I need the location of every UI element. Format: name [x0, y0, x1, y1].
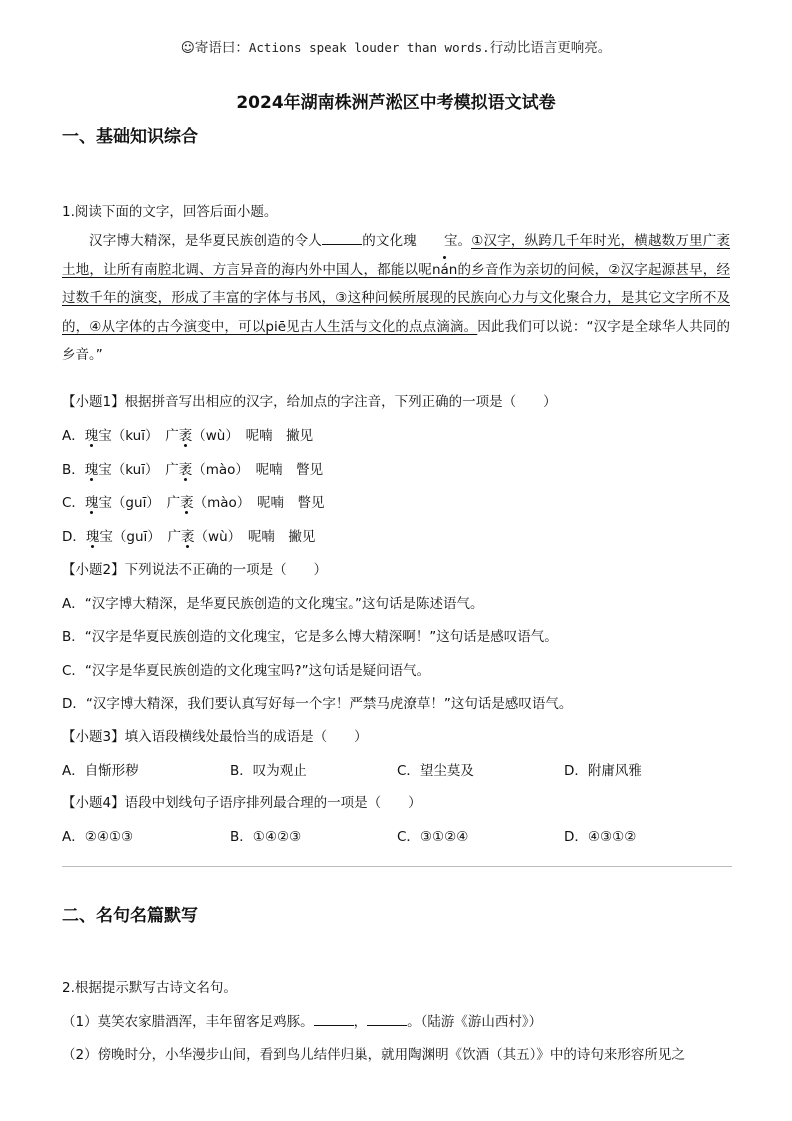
subq2-option-d[interactable]: D．“汉字博大精深，我们要认真写好每一个字！严禁马虎潦草！”这句话是感叹语气。	[62, 696, 573, 712]
dotted-char: 宝。	[417, 227, 471, 256]
subq1-option-a[interactable]: A．瑰宝（kuī） 广袤（wù） 呢喃 撇见	[62, 424, 313, 444]
subq4-option-c[interactable]: C．③①②④	[397, 829, 469, 845]
question-2-stem: 2.根据提示默写古诗文名句。	[62, 980, 237, 996]
subq3-option-a[interactable]: A．自惭形秽	[62, 763, 139, 779]
motto-english: Actions speak louder than words.	[248, 40, 490, 55]
question-1-stem: 1.阅读下面的文字，回答后面小题。	[62, 204, 278, 220]
passage-blank	[322, 232, 362, 245]
subq2-option-a[interactable]: A．“汉字博大精深，是华夏民族创造的文化瑰宝。”这句话是陈述语气。	[62, 596, 484, 612]
section-heading-recitation: 二、名句名篇默写	[62, 906, 198, 926]
motto-line	[0, 36, 792, 56]
subq4-option-b[interactable]: B．①④②③	[230, 829, 302, 845]
subquestion-4-stem: 【小题4】语段中划线句子语序排列最合理的一项是（ ）	[62, 795, 422, 811]
subquestion-2-stem: 【小题2】下列说法不正确的一项是（ ）	[62, 562, 328, 578]
question-2-line-2: （2）傍晚时分，小华漫步山间，看到鸟儿结伴归巢，就用陶渊明《饮酒（其五）》中的诗句来形容所见之	[62, 1047, 685, 1063]
subq1-option-d[interactable]: D．瑰宝（guī） 广袤（wù） 呢喃 撇见	[62, 525, 315, 545]
subq1-option-b[interactable]: B．瑰宝（kuī） 广袤（mào） 呢喃 瞥见	[62, 458, 323, 478]
subq4-option-a[interactable]: A．②④①③	[62, 829, 134, 845]
answer-blank[interactable]	[314, 1013, 354, 1026]
subq2-option-c[interactable]: C．“汉字是华夏民族创造的文化瑰宝吗?”这句话是疑问语气。	[62, 663, 431, 679]
underlined-sentences: ①汉字，纵跨几千年时光，横越数万里广袤土地，让所有南腔北调、方言异音的海内外中国人，都能以呢nán的乡音作为亲切的问候，②汉字起源甚早，经过数千年的演变，形成了丰富的字体与书风，③这种问候所展现的民族向心力与文化聚合力，是其它文字所不及的，④从字体的古今演变中，可以	[62, 233, 731, 335]
smile-icon: ☺寄语曰：	[180, 40, 249, 56]
motto-chinese: 行动比语言更响亮。	[489, 40, 612, 56]
question-2-line-1: （1）莫笑农家腊酒浑，丰年留客足鸡豚。 ， 。（陆游《游山西村》）	[62, 1014, 543, 1030]
page-title: 2024年湖南株洲芦淞区中考模拟语文试卷	[236, 93, 556, 113]
answer-blank[interactable]	[367, 1013, 407, 1026]
subq3-option-c[interactable]: C．望尘莫及	[397, 763, 474, 779]
subq3-option-d[interactable]: D．附庸风雅	[564, 763, 642, 779]
subquestion-1-stem: 【小题1】根据拼音写出相应的汉字，给加点的字注音，下列正确的一项是（ ）	[62, 394, 557, 410]
subq4-option-d[interactable]: D．④③①②	[564, 829, 637, 845]
subq2-option-b[interactable]: B．“汉字是华夏民族创造的文化瑰宝，它是多么博大精深啊！”这句话是感叹语气。	[62, 629, 558, 645]
section-divider	[62, 866, 732, 867]
reading-passage: 汉字博大精深，是华夏民族创造的令人 的文化瑰 宝。①汉字，纵跨几千年时光，横越数万里广袤土地，让所有南腔北调、方言异音的海内外中国人，都能以呢nán的乡音作为亲切的问候，②汉字起源甚早，经过数千年的演变，形成了丰富的字体与书风，③这种问候所展现的民族向心力与文化聚合力，是其它文字所不及的，④从字体的古今演变中，可以piē见古人生活与文化的点点滴滴。因此我们可以说：“汉字是全球华人共同的乡音。”	[62, 227, 730, 370]
subq3-option-b[interactable]: B．叹为观止	[230, 763, 307, 779]
section-heading-basics: 一、基础知识综合	[62, 127, 198, 147]
subq1-option-c[interactable]: C．瑰宝（guī） 广袤（mào） 呢喃 瞥见	[62, 491, 325, 511]
subquestion-3-stem: 【小题3】填入语段横线处最恰当的成语是（ ）	[62, 729, 368, 745]
